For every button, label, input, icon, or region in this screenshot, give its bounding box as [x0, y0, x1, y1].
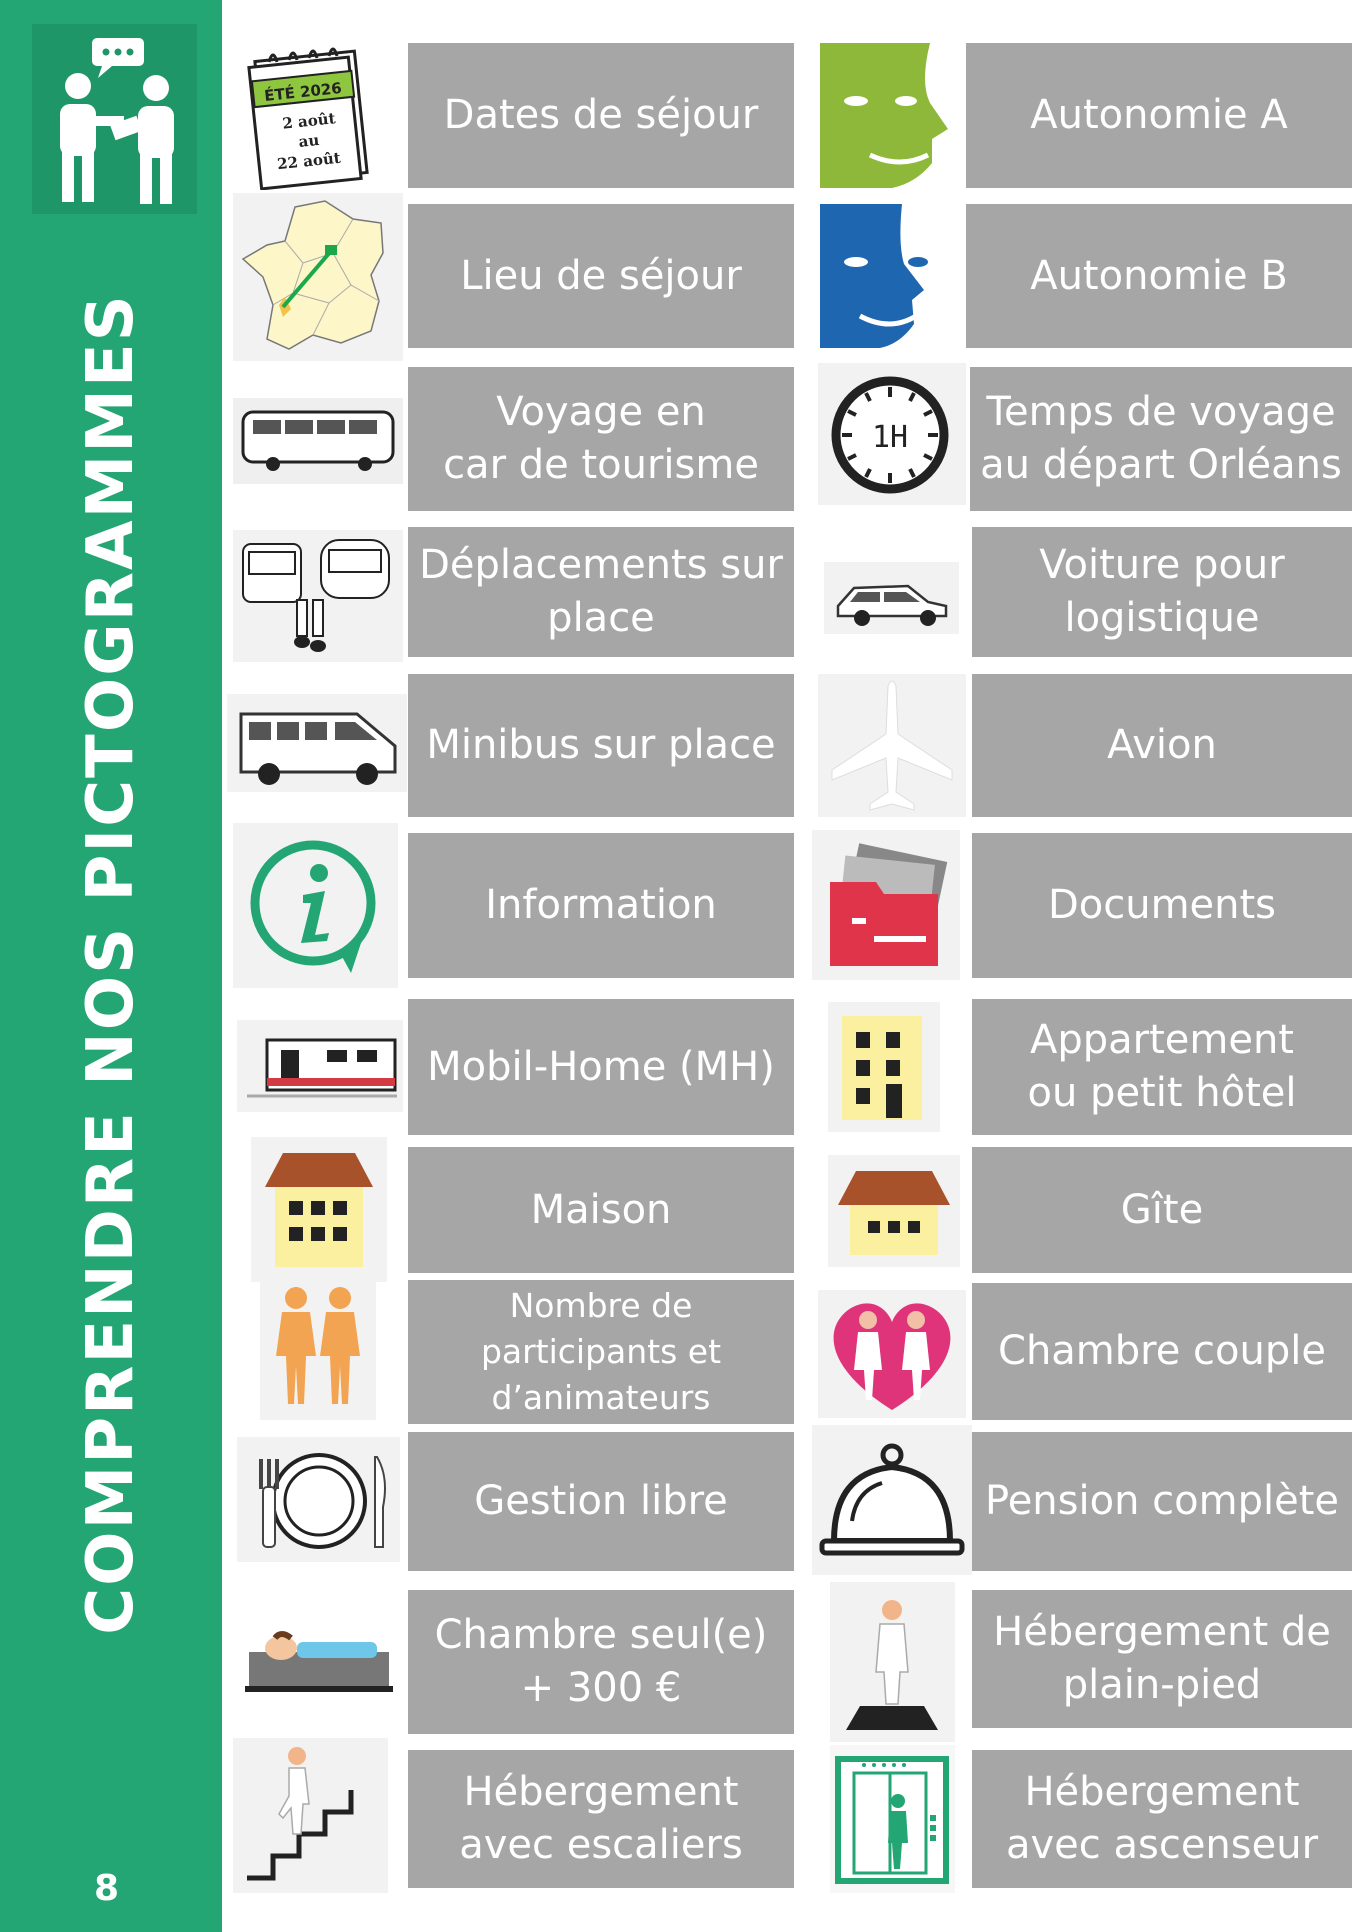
legend-label: Appartement ou petit hôtel — [972, 999, 1352, 1135]
legend-label: Mobil-Home (MH) — [408, 999, 794, 1135]
legend-label: Voiture pour logistique — [972, 527, 1352, 657]
legend-label: Avion — [972, 674, 1352, 817]
couple-heart-icon — [818, 1290, 966, 1418]
cloche-icon — [812, 1425, 972, 1575]
ground-floor-icon — [830, 1582, 955, 1742]
house-icon — [251, 1137, 387, 1282]
legend-label: Nombre de participants et d’animateurs — [408, 1280, 794, 1424]
legend-label: Maison — [408, 1147, 794, 1273]
autonomy-b-face-icon — [820, 204, 950, 348]
single-bed-icon — [241, 1608, 393, 1698]
legend-label: Temps de voyage au départ Orléans — [970, 367, 1352, 511]
legend-label: Pension complète — [972, 1432, 1352, 1571]
information-icon — [233, 823, 398, 988]
legend-label: Autonomie A — [966, 43, 1352, 188]
legend-label: Chambre seul(e) + 300 € — [408, 1590, 794, 1734]
autonomy-a-face-icon — [820, 43, 950, 188]
calendar-line-1: 2 août — [281, 109, 337, 133]
stairs-icon — [233, 1738, 388, 1893]
gite-icon — [828, 1155, 960, 1267]
local-transport-icon — [233, 530, 403, 662]
legend-label: Hébergement de plain-pied — [972, 1590, 1352, 1728]
page-title: COMPRENDRE NOS PICTOGRAMMES — [74, 293, 148, 1635]
mobile-home-icon — [237, 1020, 403, 1112]
clock-label: 1H — [871, 420, 909, 455]
legend-label: Chambre couple — [972, 1283, 1352, 1420]
apartment-building-icon — [828, 1002, 940, 1132]
participants-icon — [260, 1280, 376, 1420]
legend-label: Déplacements sur place — [408, 527, 794, 657]
france-map-icon — [233, 193, 403, 361]
legend-label: Voyage en car de tourisme — [408, 367, 794, 511]
talking-people-icon — [32, 24, 197, 214]
legend-label: Minibus sur place — [408, 674, 794, 817]
page-number: 8 — [94, 1868, 120, 1909]
sidebar — [0, 0, 222, 1932]
legend-label: Gîte — [972, 1147, 1352, 1273]
legend-label: Gestion libre — [408, 1432, 794, 1571]
legend-label: Lieu de séjour — [408, 204, 794, 348]
documents-folder-icon — [812, 830, 960, 980]
calendar-line-3: 22 août — [276, 148, 342, 174]
legend-label: Hébergement avec ascenseur — [972, 1750, 1352, 1888]
calendar-header: ÉTÉ 2026 — [263, 78, 343, 106]
cutlery-plate-icon — [237, 1437, 400, 1562]
legend-label: Hébergement avec escaliers — [408, 1750, 794, 1888]
coach-bus-icon — [233, 398, 403, 484]
elevator-icon — [830, 1745, 955, 1893]
car-icon — [824, 562, 959, 634]
airplane-icon — [818, 674, 966, 817]
calendar-line-2: au — [297, 130, 321, 152]
calendar-icon — [233, 40, 388, 190]
clock-icon — [818, 363, 966, 505]
minibus-icon — [227, 694, 407, 792]
legend-label: Dates de séjour — [408, 43, 794, 188]
legend-label: Information — [408, 833, 794, 978]
legend-label: Documents — [972, 833, 1352, 978]
legend-label: Autonomie B — [966, 204, 1352, 348]
